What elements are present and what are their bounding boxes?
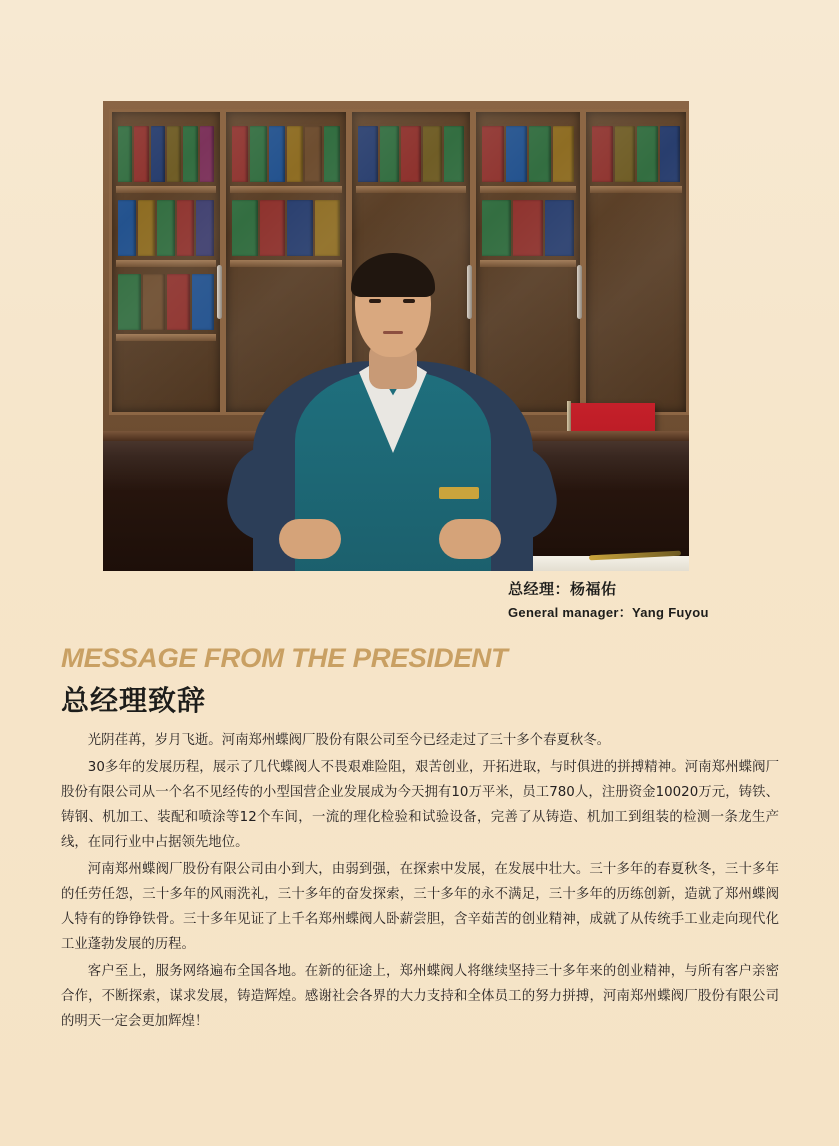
paragraph: 河南郑州蝶阀厂股份有限公司由小到大，由弱到强，在探索中发展，在发展中壮大。三十多年的春夏秋冬，三十多年的任劳任怨，三十多年的风雨洗礼，三十多年的奋发探索，三十多年的永不满足，三十多年的历练创新，造就了郑州蝶阀人特有的铮铮铁骨。三十多年见证了上千名郑州蝶阀人卧薪尝胆，含辛茹苦的创业精神，成就了从传统手工业走向现代化工业蓬勃发展的历程。	[61, 862, 779, 952]
cabinet-handle	[577, 265, 582, 319]
president-message-body	[61, 728, 779, 1036]
section-heading-chinese: 总经理致辞	[61, 684, 207, 717]
hair	[351, 253, 435, 297]
paragraph: 客户至上，服务网络遍布全国各地。在新的征途上，郑州蝶阀人将继续坚持三十多年来的创业精神，与所有客户亲密合作，不断探索，谋求发展，铸造辉煌。感谢社会各界的大力支持和全体员工的努力拼搏，河南郑州蝶阀厂股份有限公司的明天一定会更加辉煌！	[61, 964, 779, 1029]
glass-reflection	[586, 112, 686, 412]
name-badge	[439, 487, 479, 499]
president-figure	[243, 251, 543, 571]
paragraph: 光阴荏苒，岁月飞逝。河南郑州蝶阀厂股份有限公司至今已经走过了三十多个春夏秋冬。	[87, 733, 611, 748]
glass-reflection	[112, 112, 220, 412]
section-heading-english: MESSAGE FROM THE PRESIDENT	[61, 643, 508, 673]
cabinet-panel-5	[583, 109, 689, 415]
eye-right	[403, 299, 415, 303]
photo-scene	[103, 101, 689, 571]
eye-left	[369, 299, 381, 303]
hand-left	[279, 519, 341, 559]
hand-right	[439, 519, 501, 559]
president-photo	[103, 101, 689, 571]
caption-name-cn: 总经理：杨福佑	[508, 581, 617, 598]
cabinet-panel-1	[109, 109, 223, 415]
caption-name-en: General manager：Yang Fuyou	[508, 605, 709, 620]
paragraph: 30多年的发展历程，展示了几代蝶阀人不畏艰难险阻，艰苦创业，开拓进取，与时俱进的拼搏精神。河南郑州蝶阀厂股份有限公司从一个名不见经传的小型国营企业发展成为今天拥有10万平米，员工780人，注册资金10020万元，铸铁、铸钢、机加工、装配和喷涂等12个车间，一流的理化检验和试验设备，完善了从铸造、机加工到组装的检测一条龙生产线，在同行业中占据领先地位。	[61, 760, 779, 850]
mouth	[383, 331, 403, 334]
cabinet-handle	[217, 265, 222, 319]
photo-caption	[508, 578, 808, 621]
